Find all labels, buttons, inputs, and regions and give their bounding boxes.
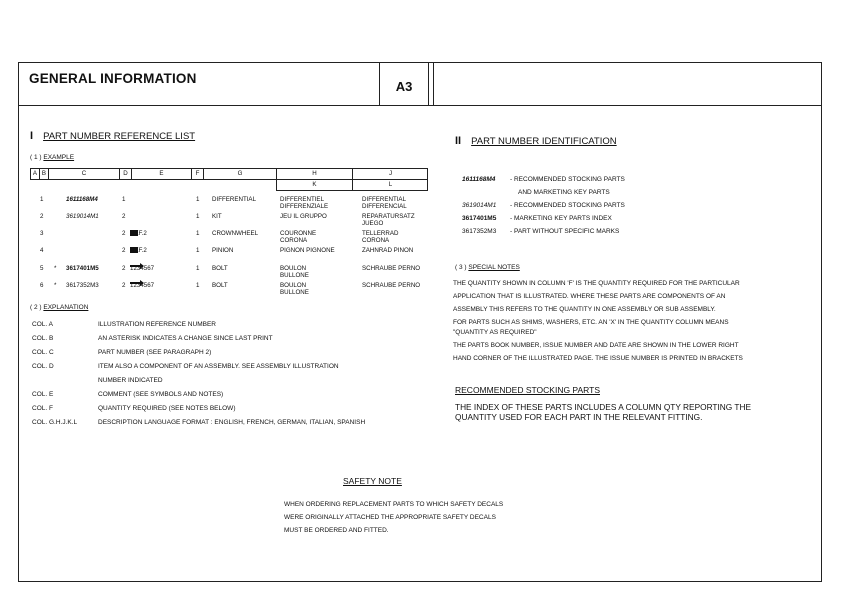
- col-label: COL. F: [32, 405, 53, 412]
- id-code: 3617352M3: [462, 228, 497, 235]
- cell-g: PINION: [212, 247, 234, 254]
- cell-f: 1: [196, 247, 200, 254]
- example-table-subheader: [276, 180, 428, 191]
- cell-e: REF.2: [130, 230, 147, 237]
- cell-e: 1234567: [130, 282, 155, 289]
- col-desc: ILLUSTRATION REFERENCE NUMBER: [98, 321, 216, 328]
- cell-d: 2: [122, 247, 126, 254]
- col-desc: DESCRIPTION LANGUAGE FORMAT : ENGLISH, FRENCH, GERMAN, ITALIAN, SPANISH: [98, 419, 366, 426]
- header-bar: [19, 63, 821, 106]
- example-table-header: [30, 168, 428, 180]
- cell-h: DIFFERENTIEL DIFFERENZIALE: [280, 196, 329, 210]
- col-label: COL. E: [32, 391, 54, 398]
- col-label: COL. D: [32, 363, 54, 370]
- page-title: GENERAL INFORMATION: [29, 71, 197, 86]
- col-header-g: G: [204, 169, 277, 179]
- col-desc: QUANTITY REQUIRED (SEE NOTES BELOW): [98, 405, 236, 412]
- cell-g: BOLT: [212, 265, 228, 272]
- cell-d: 2: [122, 282, 126, 289]
- col-header-h: H: [277, 169, 353, 179]
- cell-h: COURONNE CORONA: [280, 230, 317, 244]
- example-title: EXAMPLE: [43, 154, 75, 161]
- special-note-line: HAND CORNER OF THE ILLUSTRATED PAGE. THE ISSUE NUMBER IS PRINTED IN BRACKETS: [453, 355, 743, 362]
- col-header-a: A: [31, 169, 40, 179]
- col-header-d: D: [120, 169, 132, 179]
- cell-a: 4: [40, 247, 44, 254]
- col-header-k: K: [277, 180, 353, 190]
- cell-a: 6: [40, 282, 44, 289]
- id-desc: - PART WITHOUT SPECIFIC MARKS: [510, 228, 620, 235]
- col-label: COL. A: [32, 321, 53, 328]
- cell-g: CROWNWHEEL: [212, 230, 259, 237]
- cell-f: 1: [196, 230, 200, 237]
- col-label: COL. C: [32, 349, 54, 356]
- section-2-roman: II: [455, 135, 462, 147]
- id-code: 3617401M5: [462, 215, 497, 222]
- id-desc: - RECOMMENDED STOCKING PARTS: [510, 202, 625, 209]
- special-notes-label: ( 3 ): [455, 264, 467, 271]
- col-header-l: L: [388, 181, 393, 188]
- special-note-line: "QUANTITY AS REQUIRED": [453, 329, 537, 336]
- col-desc: COMMENT (SEE SYMBOLS AND NOTES): [98, 391, 224, 398]
- cell-e: 1234567: [130, 265, 155, 272]
- special-note-line: APPLICATION THAT IS ILLUSTRATED. WHERE THESE PARTS ARE COMPONENTS OF AN: [453, 293, 726, 300]
- identification-line: [462, 176, 625, 183]
- recommended-line: THE INDEX OF THESE PARTS INCLUDES A COLUMN QTY REPORTING THE: [455, 402, 751, 412]
- id-code: 3619014M1: [462, 202, 497, 209]
- cell-c: 3617401M5: [66, 265, 99, 272]
- identification-line: [462, 228, 620, 235]
- explanation-title: EXPLANATION: [43, 304, 89, 311]
- cell-a: 1: [40, 196, 44, 203]
- special-notes-title: SPECIAL NOTES: [468, 264, 520, 271]
- cell-f: 1: [196, 265, 200, 272]
- special-note-line: FOR PARTS SUCH AS SHIMS, WASHERS, ETC. AN 'X' IN THE QUANTITY COLUMN MEANS: [453, 319, 729, 326]
- col-header-f: F: [192, 169, 204, 179]
- cell-a: 3: [40, 230, 44, 237]
- section-1-roman: I: [30, 130, 34, 142]
- col-desc: ITEM ALSO A COMPONENT OF AN ASSEMBLY. SEE ASSEMBLY ILLUSTRATION: [98, 363, 339, 370]
- cell-a: 5: [40, 265, 44, 272]
- cell-j: SCHRAUBE PERNO: [362, 265, 421, 272]
- cell-f: 1: [196, 196, 200, 203]
- section-2-heading: [455, 135, 617, 147]
- cell-d: 2: [122, 213, 126, 220]
- cell-d: 2: [122, 265, 126, 272]
- col-desc: NUMBER INDICATED: [98, 377, 163, 384]
- cell-e: REF.2: [130, 247, 147, 254]
- col-header-c: C: [49, 169, 120, 179]
- special-notes-heading: [455, 264, 520, 271]
- cell-h: PIGNON PIGNONE: [280, 247, 335, 254]
- cell-j: SCHRAUBE PERNO: [362, 282, 421, 289]
- explanation-heading: [30, 304, 88, 311]
- cell-c: 1611168M4: [66, 196, 98, 203]
- cell-b: *: [54, 265, 57, 272]
- safety-line: WERE ORIGINALLY ATTACHED THE APPROPRIATE SAFETY DECALS: [284, 514, 496, 521]
- section-1-title: PART NUMBER REFERENCE LIST: [43, 131, 196, 142]
- cell-h: BOULON BULLONE: [280, 265, 309, 279]
- recommended-line: QUANTITY USED FOR EACH PART IN THE RELEVANT FITTING.: [455, 412, 703, 422]
- recommended-title: RECOMMENDED STOCKING PARTS: [455, 385, 600, 395]
- col-header-e: E: [132, 169, 192, 179]
- cell-j: DIFFERENTIAL DIFFERENCIAL: [362, 196, 407, 210]
- cell-h: BOULON BULLONE: [280, 282, 309, 296]
- example-heading: [30, 154, 74, 161]
- id-desc: - MARKETING KEY PARTS INDEX: [510, 215, 612, 222]
- cell-b: *: [54, 282, 57, 289]
- cell-f: 1: [196, 213, 200, 220]
- cell-c: 3617352M3: [66, 282, 99, 289]
- id-code: 1611168M4: [462, 176, 496, 183]
- cell-d: 1: [122, 196, 126, 203]
- section-1-heading: [30, 130, 195, 142]
- id-desc: AND MARKETING KEY PARTS: [518, 189, 610, 196]
- explanation-label: ( 2 ): [30, 304, 42, 311]
- cell-g: DIFFERENTIAL: [212, 196, 257, 203]
- cell-h: JEU IL GRUPPO: [280, 213, 327, 220]
- cell-j: ZAHNRAD PINON: [362, 247, 414, 254]
- col-header-j: J: [388, 170, 393, 177]
- identification-line: [462, 215, 612, 222]
- cell-f: 1: [196, 282, 200, 289]
- cell-j: REPARATURSATZ JUEGO: [362, 213, 415, 227]
- special-note-line: THE PARTS BOOK NUMBER, ISSUE NUMBER AND DATE ARE SHOWN IN THE LOWER RIGHT: [453, 342, 739, 349]
- cell-g: BOLT: [212, 282, 228, 289]
- cell-g: KIT: [212, 213, 222, 220]
- example-label: ( 1 ): [30, 154, 42, 161]
- col-header-b: B: [40, 169, 49, 179]
- section-2-title: PART NUMBER IDENTIFICATION: [471, 136, 617, 147]
- cell-c: 3619014M1: [66, 213, 99, 220]
- id-desc: - RECOMMENDED STOCKING PARTS: [510, 176, 625, 183]
- safety-line: WHEN ORDERING REPLACEMENT PARTS TO WHICH SAFETY DECALS: [284, 501, 504, 508]
- safety-title: SAFETY NOTE: [343, 476, 402, 486]
- col-label: COL. G.H.J.K.L: [32, 419, 78, 426]
- cell-a: 2: [40, 213, 44, 220]
- header-divider: [429, 63, 434, 106]
- identification-line: [462, 202, 625, 209]
- cell-j: TELLERRAD CORONA: [362, 230, 399, 244]
- col-desc: AN ASTERISK INDICATES A CHANGE SINCE LAST PRINT: [98, 335, 273, 342]
- col-label: COL. B: [32, 335, 54, 342]
- col-desc: PART NUMBER (SEE PARAGRAPH 2): [98, 349, 212, 356]
- special-note-line: THE QUANTITY SHOWN IN COLUMN 'F' IS THE QUANTITY REQUIRED FOR THE PARTICULAR: [453, 280, 740, 287]
- page-code: A3: [379, 63, 429, 106]
- safety-line: MUST BE ORDERED AND FITTED.: [284, 527, 389, 534]
- cell-d: 2: [122, 230, 126, 237]
- special-note-line: ASSEMBLY THIS REFERS TO THE QUANTITY IN ONE ASSEMBLY OR SUB ASSEMBLY.: [453, 306, 716, 313]
